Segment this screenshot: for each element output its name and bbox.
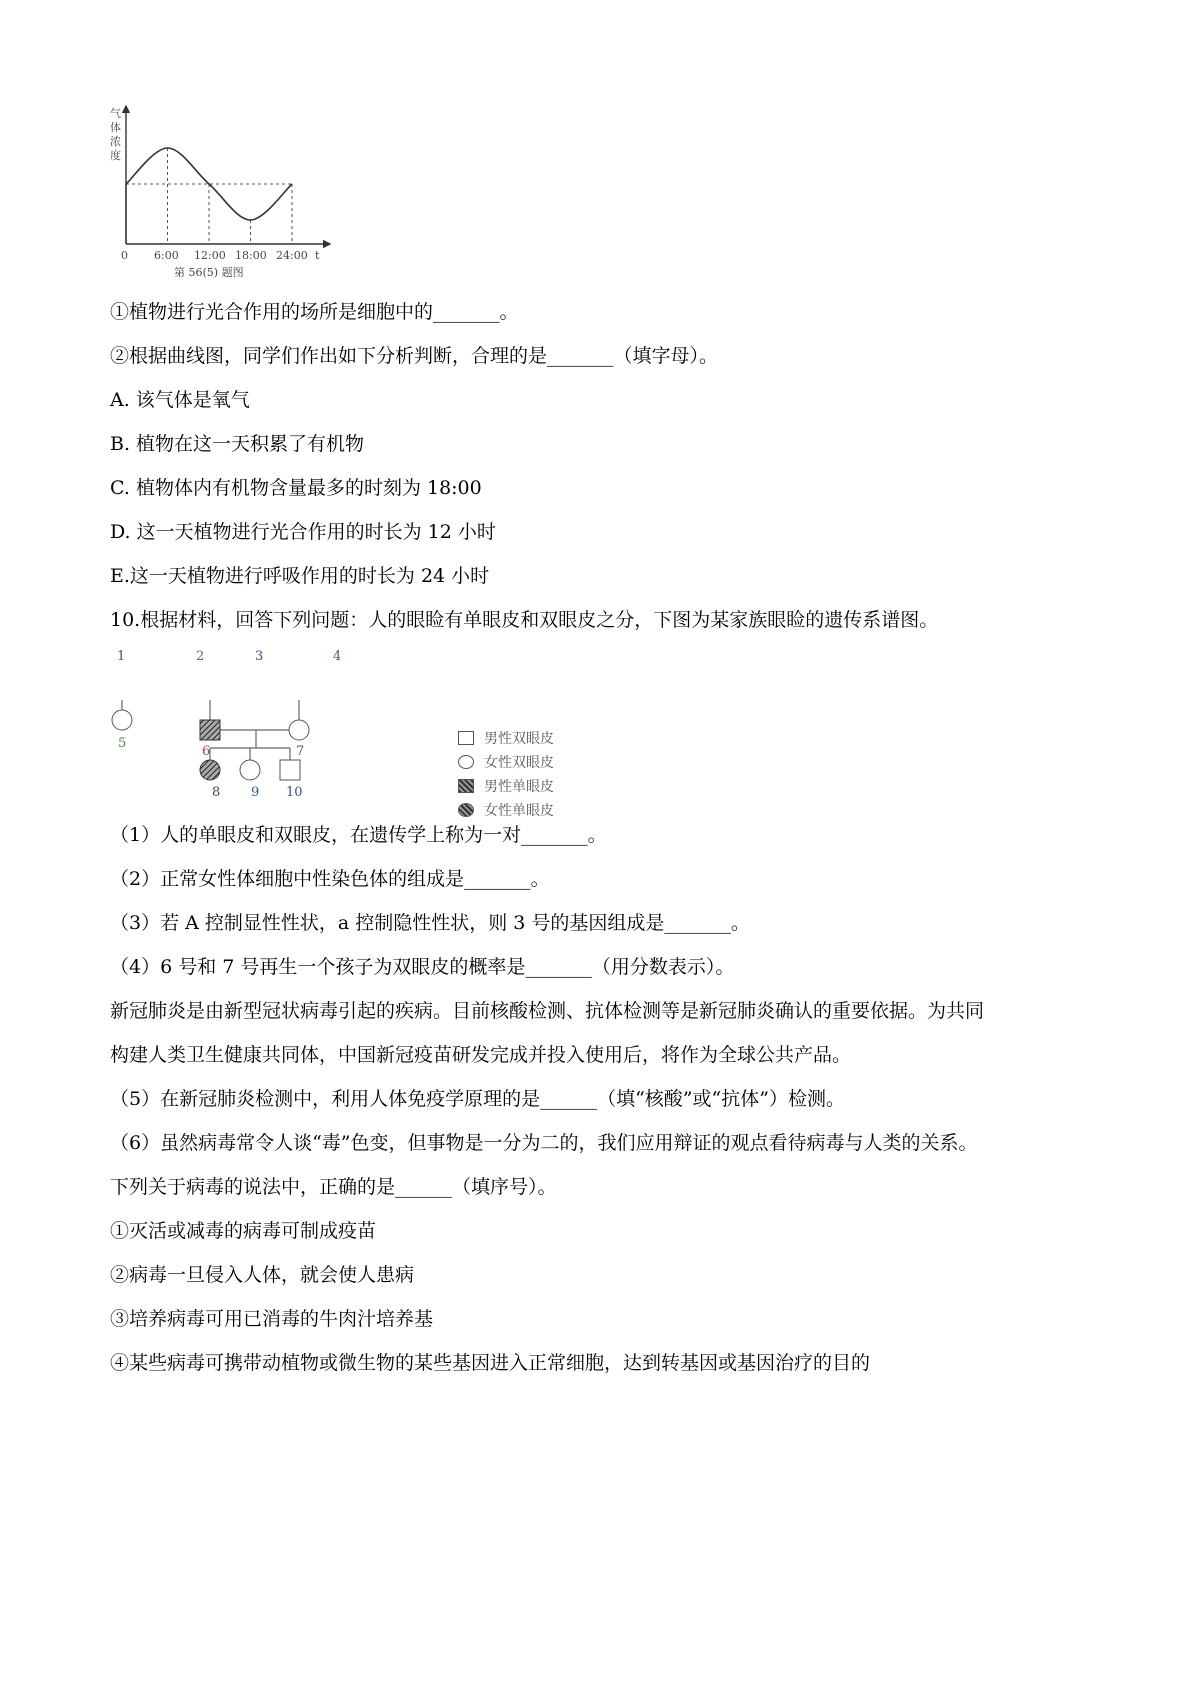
y-axis-label-char: 浓: [110, 135, 121, 148]
sub-question-5: （5）在新冠肺炎检测中，利用人体免疫学原理的是______（填“核酸”或“抗体”）检测。: [110, 1088, 845, 1110]
option-a: A. 该气体是氧气: [110, 389, 250, 411]
pedigree-chart: [110, 700, 370, 810]
legend-label: 女性单眼皮: [484, 803, 554, 819]
legend-square-icon: [458, 731, 474, 745]
x-tick-label: 6:00: [154, 249, 179, 262]
option-e: E.这一天植物进行呼吸作用的时长为 24 小时: [110, 565, 490, 587]
x-tick-label: 18:00: [235, 249, 267, 262]
individual-6-male-single-eyelid: [200, 720, 220, 740]
plot-area: [126, 148, 292, 244]
pedigree-number-1: 1: [117, 649, 126, 664]
pedigree-number-6: 6: [202, 744, 211, 759]
x-tick-label: 12:00: [194, 249, 226, 262]
pedigree-number-2: 2: [196, 649, 205, 664]
individual-7-female-double-eyelid: [289, 720, 309, 740]
x-tick-label: 24:00: [276, 249, 308, 262]
y-axis-label-char: 度: [110, 149, 121, 162]
pedigree-number-10: 10: [286, 785, 303, 800]
y-axis-label-char: 体: [110, 121, 121, 134]
y-axis-label-char: 气: [110, 107, 121, 120]
option-b: B. 植物在这一天积累了有机物: [110, 433, 365, 455]
legend-label: 男性单眼皮: [484, 779, 554, 795]
virus-option-1: ①灭活或减毒的病毒可制成疫苗: [110, 1220, 377, 1242]
question-curve-analysis: ②根据曲线图，同学们作出如下分析判断，合理的是_______（填字母）。: [110, 345, 719, 367]
legend-label: 女性双眼皮: [484, 755, 554, 771]
option-d: D. 这一天植物进行光合作用的时长为 12 小时: [110, 521, 496, 543]
pedigree-number-4: 4: [333, 649, 342, 664]
virus-option-2: ②病毒一旦侵入人体，就会使人患病: [110, 1264, 415, 1286]
legend-hatched-circle-icon: [458, 803, 474, 817]
pedigree-number-5: 5: [118, 736, 127, 751]
legend-hatched-square-icon: [458, 779, 474, 793]
individual-10-male-double-eyelid: [280, 760, 300, 780]
pedigree-number-8: 8: [212, 785, 221, 800]
question-photosynthesis-site: ①植物进行光合作用的场所是细胞中的_______。: [110, 301, 519, 323]
option-c: C. 植物体内有机物含量最多的时刻为 18:00: [110, 477, 482, 499]
pedigree-number-9: 9: [251, 785, 260, 800]
pedigree-number-7: 7: [296, 744, 305, 759]
sub-question-1: （1）人的单眼皮和双眼皮，在遗传学上称为一对_______。: [110, 824, 607, 846]
pedigree-number-3: 3: [255, 649, 264, 664]
x-tick-label: 0: [121, 249, 128, 262]
virus-option-4: ④某些病毒可携带动植物或微生物的某些基因进入正常细胞，达到转基因或基因治疗的目的: [110, 1352, 871, 1374]
virus-option-3: ③培养病毒可用已消毒的牛肉汁培养基: [110, 1308, 434, 1330]
x-tick-label: t: [315, 249, 320, 262]
question-10-intro: 10.根据材料，回答下列问题：人的眼睑有单眼皮和双眼皮之分，下图为某家族眼睑的遗传系谱图。: [110, 609, 939, 631]
gas-concentration-chart: [108, 104, 338, 279]
covid-paragraph-line-1: 新冠肺炎是由新型冠状病毒引起的疾病。目前核酸检测、抗体检测等是新冠肺炎确认的重要依据。为共同: [110, 1000, 985, 1022]
sub-question-6: （6）虽然病毒常令人谈“毒”色变，但事物是一分为二的，我们应用辩证的观点看待病毒与人类的关系。: [110, 1132, 978, 1154]
figure-caption: 第 56(5) 题图: [174, 266, 244, 279]
legend-circle-icon: [458, 755, 474, 769]
sub-question-4: （4）6 号和 7 号再生一个孩子为双眼皮的概率是_______（用分数表示）。: [110, 956, 735, 978]
sub-question-3: （3）若 A 控制显性性状，a 控制隐性性状，则 3 号的基因组成是_______。: [110, 912, 750, 934]
individual-5-female-double-eyelid: [112, 710, 132, 730]
sub-question-2: （2）正常女性体细胞中性染色体的组成是_______。: [110, 868, 550, 890]
legend-label: 男性双眼皮: [484, 731, 554, 747]
sub-question-6-prompt: 下列关于病毒的说法中，正确的是______（填序号）。: [110, 1176, 557, 1198]
individual-9-female-double-eyelid: [240, 760, 260, 780]
covid-paragraph-line-2: 构建人类卫生健康共同体，中国新冠疫苗研发完成并投入使用后，将作为全球公共产品。: [110, 1044, 852, 1066]
individual-8-female-single-eyelid: [200, 760, 220, 780]
